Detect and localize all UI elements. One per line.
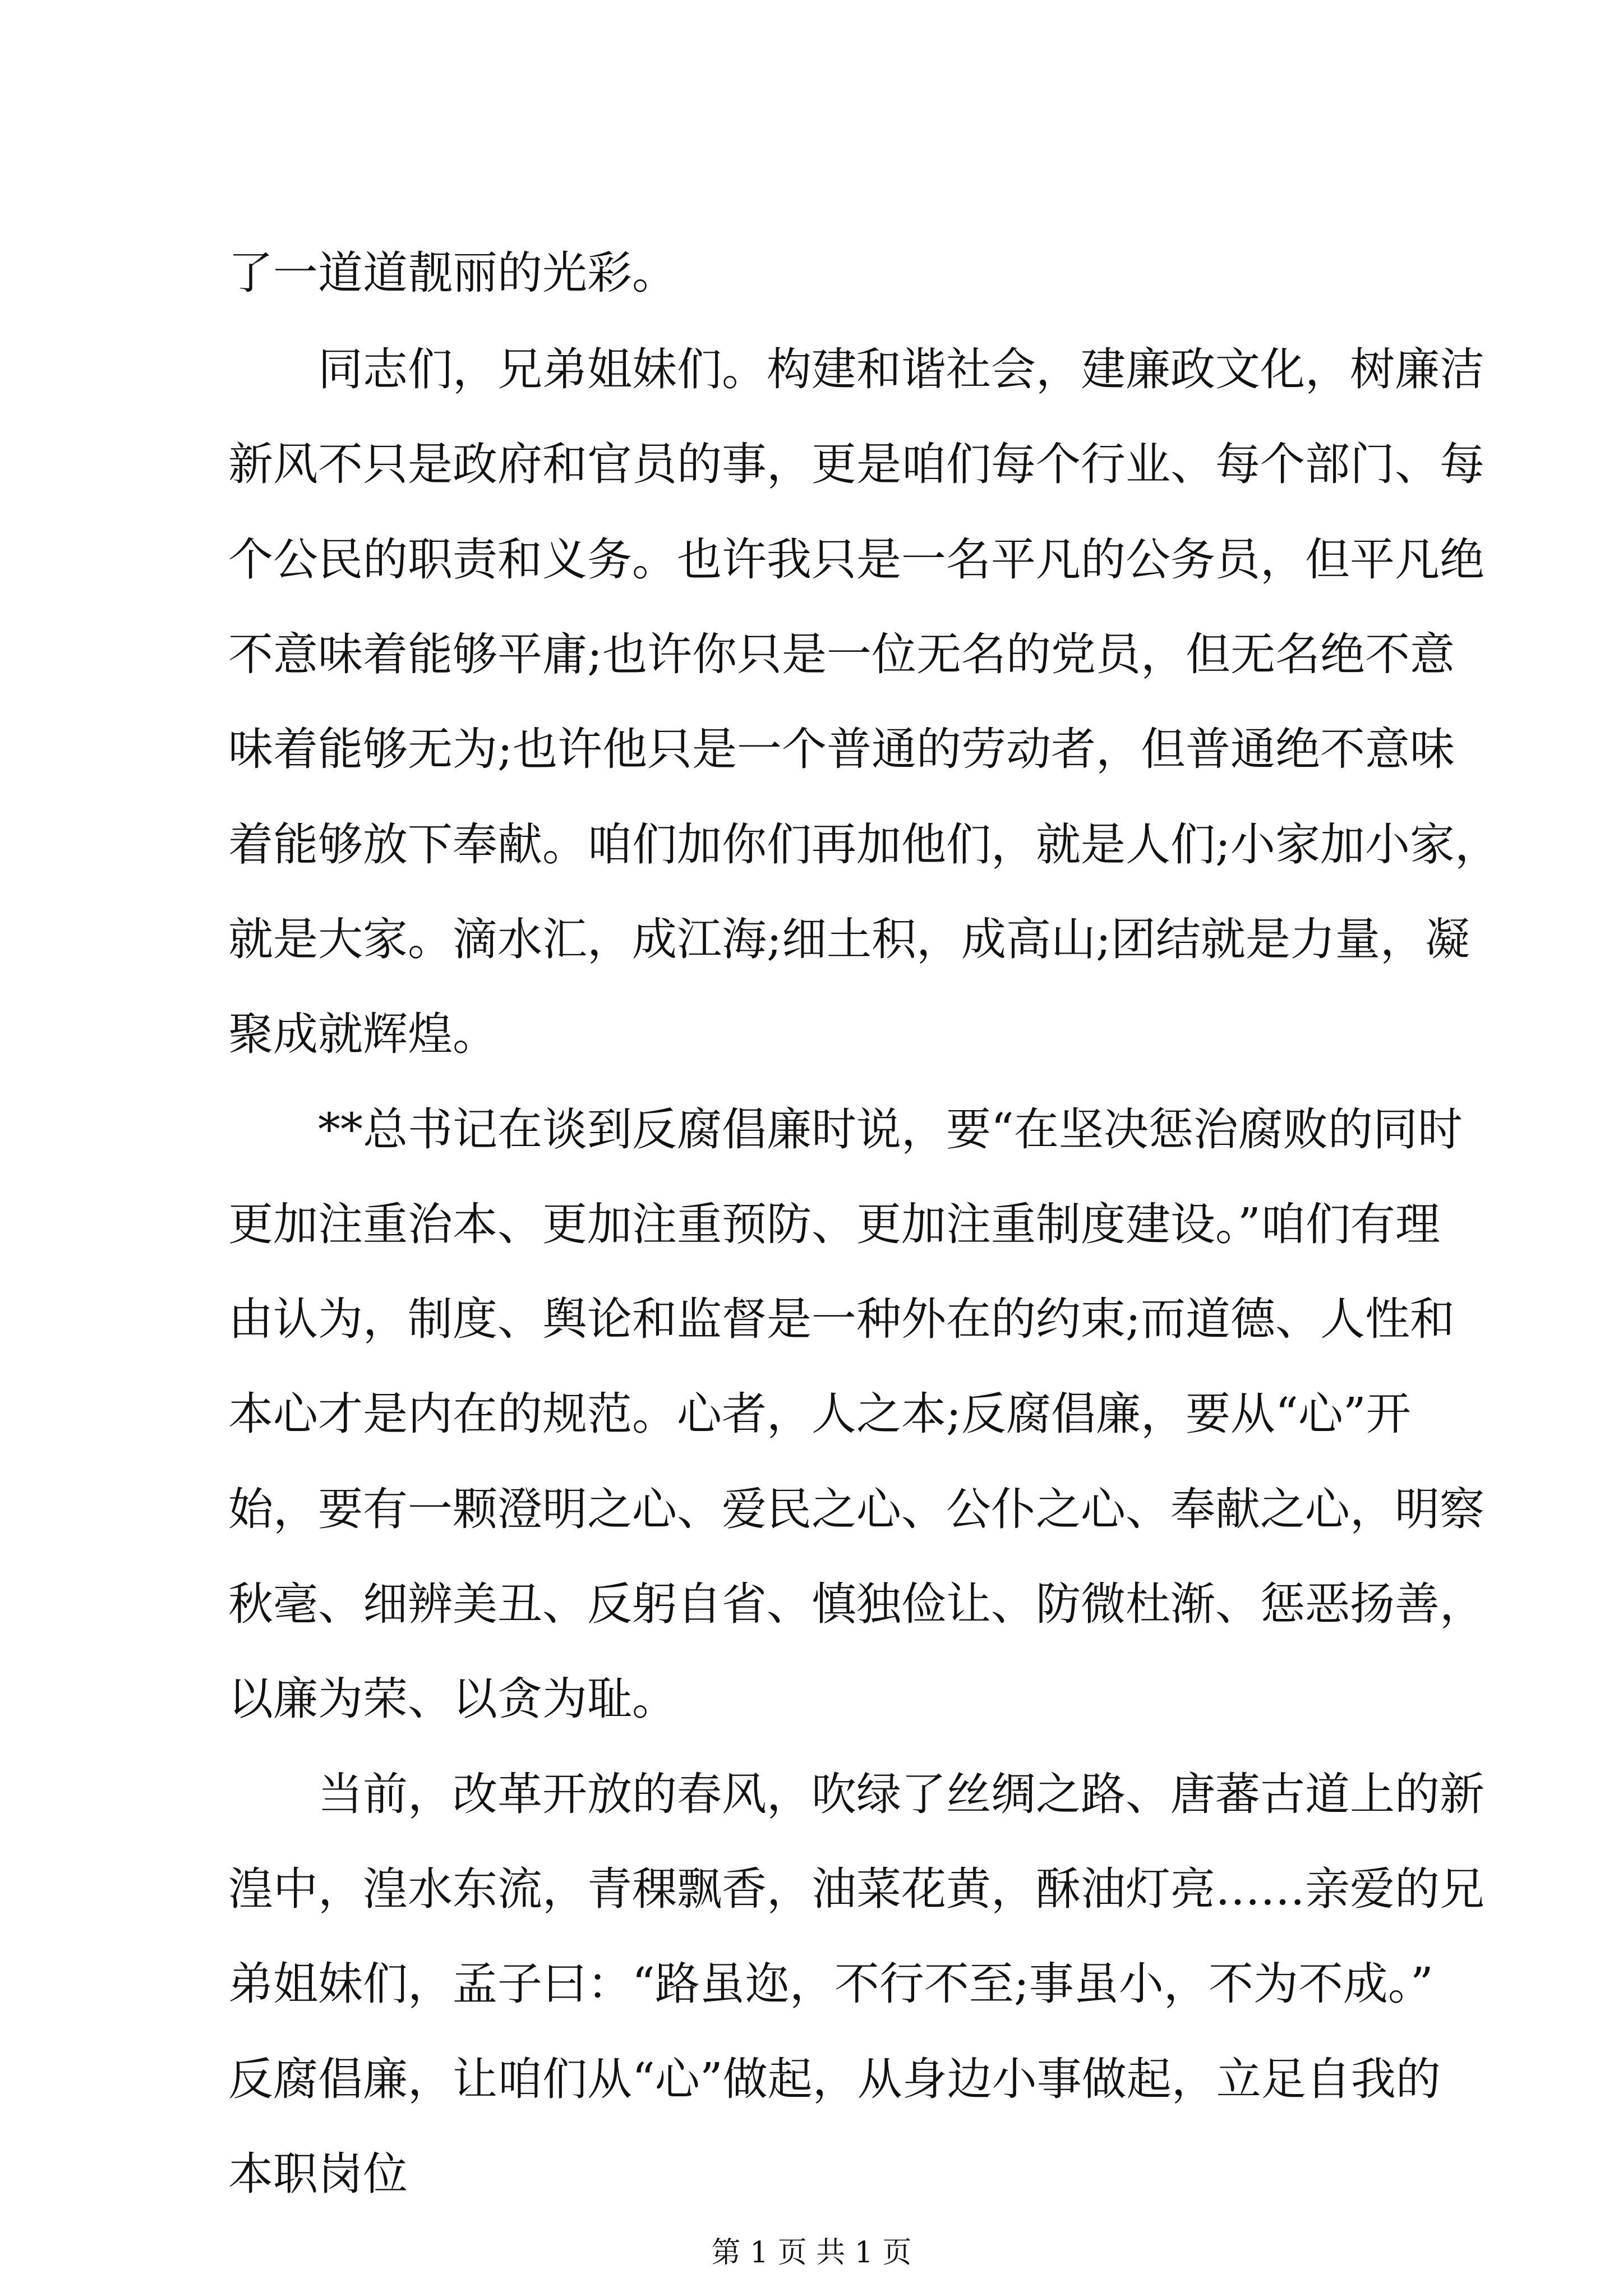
- text-line: 由认为，制度、舆论和监督是一种外在的约束;而道德、人性和: [228, 1293, 1455, 1345]
- text-line: 弟姐妹们，孟子曰：“路虽迩，不行不至;事虽小，不为不成。”: [228, 1958, 1433, 2010]
- text-line: 着能够放下奉献。咱们加你们再加他们，就是人们;小家加小家，: [228, 818, 1500, 871]
- text-line: 本职岗位: [228, 2148, 408, 2200]
- text-line: **总书记在谈到反腐倡廉时说，要“在坚决惩治腐败的同时: [228, 1103, 1463, 1156]
- text-line: 就是大家。滴水汇，成江海;细土积，成高山;团结就是力量，凝: [228, 913, 1470, 965]
- text-line: 新风不只是政府和官员的事，更是咱们每个行业、每个部门、每: [228, 438, 1484, 490]
- page-number-footer: 第 1 页 共 1 页: [711, 2236, 912, 2270]
- text-line: 以廉为荣、以贪为耻。: [228, 1673, 677, 1725]
- text-line: 秋毫、细辨美丑、反躬自省、慎独俭让、防微杜渐、惩恶扬善，: [228, 1578, 1484, 1630]
- text-line: 始，要有一颗澄明之心、爱民之心、公仆之心、奉献之心，明察: [228, 1483, 1484, 1535]
- text-line: 更加注重治本、更加注重预防、更加注重制度建设。”咱们有理: [228, 1198, 1440, 1250]
- text-line: 反腐倡廉，让咱们从“心”做起，从身边小事做起，立足自我的: [228, 2053, 1441, 2105]
- text-line: 聚成就辉煌。: [228, 1008, 497, 1060]
- text-line: 同志们，兄弟姐妹们。构建和谐社会，建廉政文化，树廉洁: [228, 343, 1484, 395]
- text-line: 不意味着能够平庸;也许你只是一位无名的党员，但无名绝不意: [228, 628, 1455, 680]
- text-line: 湟中，湟水东流，青稞飘香，油菜花黄，酥油灯亮……亲爱的兄: [228, 1863, 1484, 1915]
- text-line: 了一道道靓丽的光彩。: [228, 247, 677, 299]
- text-line: 个公民的职责和义务。也许我只是一名平凡的公务员，但平凡绝: [228, 533, 1484, 586]
- text-line: 当前，改革开放的春风，吹绿了丝绸之路、唐蕃古道上的新: [228, 1768, 1484, 1820]
- text-line: 味着能够无为;也许他只是一个普通的劳动者，但普通绝不意味: [228, 723, 1455, 775]
- text-line: 本心才是内在的规范。心者，人之本;反腐倡廉，要从“心”开: [228, 1388, 1411, 1440]
